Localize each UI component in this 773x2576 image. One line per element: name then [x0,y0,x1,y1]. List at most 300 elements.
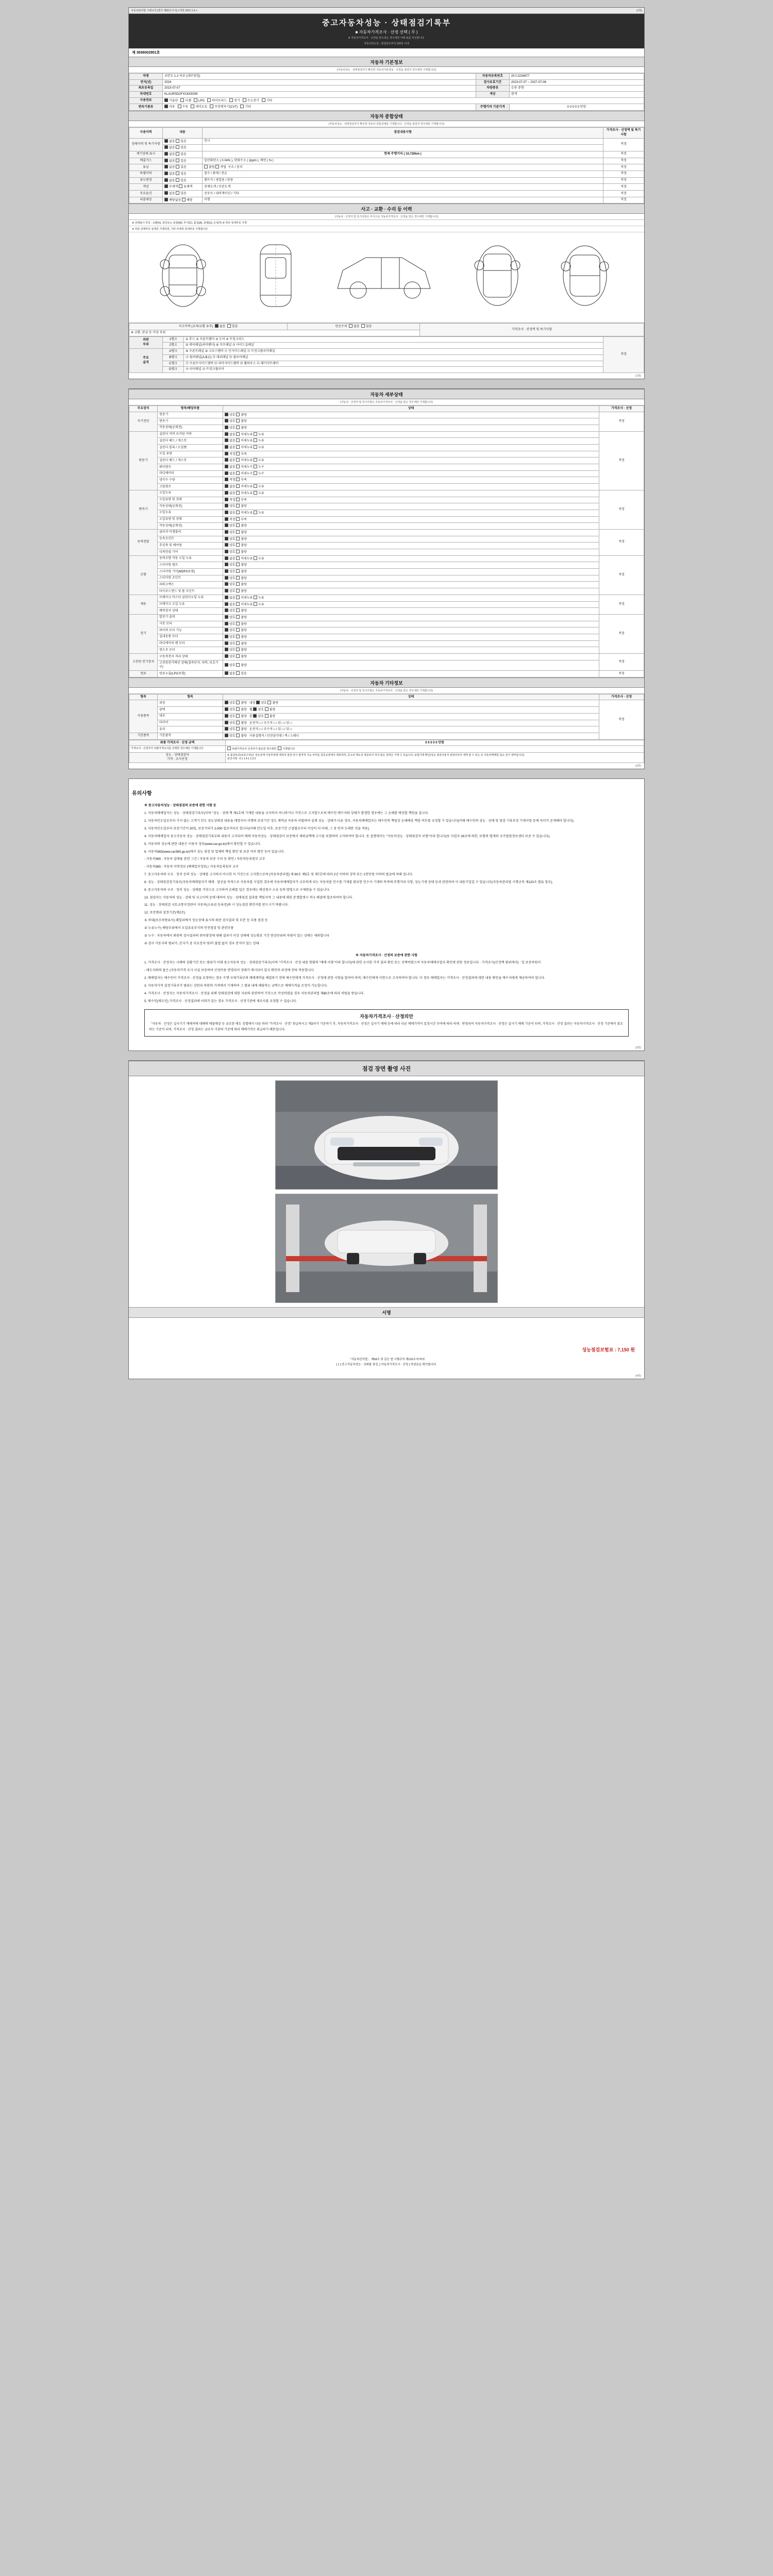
detail-part-6-0: 발전기 출력 [158,614,223,621]
detail-status-2-4 [223,516,599,523]
section-overall-note: (자동차성능 · 상태점검자가 확인한 자동차 종합상태를 기재합니다 · 산정을 점검자 경우에만 기재합니다) [129,121,644,127]
checkbox-d30a[interactable] [225,530,228,534]
car-view-rear [459,240,536,312]
lbl-o2a: 양호 [229,715,236,718]
checkbox-d16c[interactable] [254,471,257,475]
detail-status-1-7 [223,477,599,484]
checkbox-d45b[interactable] [236,589,240,592]
detail-part-2-4: 오일유량 및 상태 [158,516,223,523]
checkbox-o2d[interactable] [265,714,268,718]
checkbox-d14c[interactable] [254,458,257,462]
checkbox-d11c[interactable] [254,438,257,442]
section-accident-note: (자동차 · 산정자 및 특기사항은 부식으로 자동차가격조사 · 산정을 받은 경우에만 기재합니다) [129,214,644,220]
lbl-d18a: 없음 [229,485,236,489]
checkbox-d22a[interactable] [225,504,228,507]
checkbox-fuel-hydrogen[interactable] [243,98,246,102]
others-name-2: 내부 [158,713,223,720]
checkbox-d00a[interactable] [225,413,228,416]
checkbox-overall-5-a[interactable] [164,172,168,175]
detail-status-6-1 [223,621,599,628]
detail-status-1-4 [223,457,599,464]
basic-label-trans: 변속기종류 [129,104,163,111]
checkbox-d52b[interactable] [236,608,240,612]
checkbox-overall-3-b[interactable] [176,159,179,162]
fuel-label-6: 기타 [266,99,273,103]
checkbox-fuel-diesel[interactable] [180,98,184,102]
overall-opt-6a: 없음 [169,179,175,182]
checkbox-overall-8-a[interactable] [164,191,168,195]
checkbox-overall-5-b[interactable] [176,172,179,175]
guide-item-5: 6. 자동차365(www.car365.go.kr)에서 성능 점검 및 업체의 책임 확인 및 보증 여부 확인 등이 있습니다. [144,850,285,854]
detail-part-1-0: 실린더 커버 로커암 커버 [158,431,223,438]
document-number-label: 제 [132,51,136,55]
checkbox-d12a[interactable] [225,445,228,449]
checkbox-d01b[interactable] [236,419,240,422]
checkbox-d20b[interactable] [236,491,240,495]
checkbox-d20c[interactable] [254,491,257,495]
checkbox-d21a[interactable] [225,498,228,501]
detail-group-5: 제동 [129,595,158,614]
checkbox-simple-none[interactable] [349,324,352,328]
lbl-d22a: 양호 [229,505,236,509]
overall-opt-9a: 해당없음 [169,198,181,202]
checkbox-d24a[interactable] [225,517,228,521]
guide-item-0: 1. 자동차매매업자는 성능 · 상태점검기록부(이하 "성능 · 상태 책 제1호에 기재한 내용을 교지하지 아니하거나 거짓으로 고지할으로써 매수인 매수자와 상태가 발생한 경우에는 그 손해를 배상할 책임을 집니다. [144,811,429,816]
detail-part-4-5: 타이로드엔드 및 볼 조인트 [158,588,223,595]
checkbox-d51a[interactable] [225,602,228,606]
accident-detail-title: ※ 교환, 판금 등 이상 부위 [129,330,420,336]
overall-opt-2b: 있음 [180,152,187,156]
checkbox-overall-0-b[interactable] [176,139,179,143]
overall-cat-9: 리콜대상 [129,197,163,204]
accident-simple-label: 단순수리 없음 있음 [288,324,420,330]
frame-text-5: ⑲ 리어패널 ㉒ 트렁크플로어 [184,367,603,373]
detail-group-1: 원동기 [129,431,158,490]
checkbox-overall-1-b[interactable] [176,145,179,149]
overall-opt-3b: 있음 [180,159,187,163]
overall-val-9: 적정 [603,197,644,204]
guide-item-15: ② 누유누수) 해당부위에서 오일유류부식의 안전점검 및 관련부품 [144,926,234,930]
checkbox-d14a[interactable] [225,458,228,462]
checkbox-d64b[interactable] [236,641,240,645]
lbl-d18b: 미세누유 [241,485,253,489]
detail-status-8-0 [223,671,599,677]
overall-opts-4 [163,164,203,171]
checkbox-d12b[interactable] [236,445,240,449]
basic-label-1b: 검사유효기간 [476,79,509,86]
detail-status-6-4 [223,640,599,647]
checkbox-o0b[interactable] [236,701,240,704]
checkbox-d51b[interactable] [236,602,240,606]
checkbox-d40c[interactable] [254,556,257,560]
checkbox-d13b[interactable] [236,452,240,455]
checkbox-d18c[interactable] [254,484,257,488]
lbl-d18c: 누유 [258,485,264,489]
checkbox-d70a[interactable] [225,654,228,658]
checkbox-o5b[interactable] [236,734,240,737]
checkbox-fuel-hybrid[interactable] [207,98,211,102]
overall-cat-6: 용도변경 [129,177,163,184]
overall-opts-9 [163,197,203,204]
checkbox-overall-0-a[interactable] [164,139,168,143]
detail-part-5-2: 배력장치 상태 [158,608,223,615]
checkbox-d25b[interactable] [236,523,240,527]
checkbox-d42b[interactable] [236,569,240,573]
checkbox-d70b[interactable] [236,654,240,658]
detail-status-1-6 [223,470,599,477]
checkbox-trans-manual[interactable] [178,105,181,108]
document-header [129,14,644,48]
checkbox-d32a[interactable] [225,543,228,547]
checkbox-overall-4-a[interactable] [164,165,168,168]
document-subtitle: ■ 자동차가격조사 · 산정 선택 ( 무 ) [355,30,418,35]
trans-label-3: 무단변속기(CVT) [214,106,238,109]
checkbox-o1c[interactable] [253,707,257,711]
checkbox-fuel-etc[interactable] [262,98,265,102]
document-title: 중고자동차성능 · 상태점검기록부 [322,19,451,27]
checkbox-trans-semiauto[interactable] [191,105,194,108]
checkbox-d13a[interactable] [225,452,228,455]
checkbox-d15c[interactable] [254,465,257,468]
detail-status-4-0 [223,555,599,562]
checkbox-d23b[interactable] [236,511,240,514]
checkbox-d17a[interactable] [225,478,228,481]
lbl-d10a: 없음 [229,433,236,436]
checkbox-d12c[interactable] [254,445,257,449]
others-status-1 [223,707,599,714]
checkbox-d80a[interactable] [225,671,228,675]
checkbox-d71b[interactable] [236,663,240,667]
document-header-note-2: 자동차인도일 : 점검일로부터 120일 이내 [364,42,409,45]
checkbox-d02b[interactable] [236,426,240,429]
frame-text-3: ⑬ 필러패널(A,B,C) ⑮ 대쉬패널 ⑯ 플로어패널 [184,354,603,361]
lbl-d14b: 미세누유 [241,459,253,463]
checkbox-d10b[interactable] [236,432,240,436]
checkbox-o0c[interactable] [256,701,260,704]
others-status-3 [223,720,599,726]
guide-item-14: ① 차대(보조차량유사) 패밀리에서 성능상태 표시의 외판 검사결과 및 부분 등 부품 점검 등 [144,919,268,923]
checkbox-d60b[interactable] [236,615,240,619]
checkbox-o1b[interactable] [236,707,240,711]
checkbox-overall-4-b[interactable] [176,165,179,168]
lbl-d32b: 불량 [241,544,247,548]
checkbox-d61b[interactable] [236,622,240,625]
checkbox-d15b[interactable] [236,465,240,468]
overall-note-3: 일산화탄소 ( 0.04% ), 탄화수소 ( 2ppm ), 매연 ( % ) [203,158,603,164]
form-legal-ref: 자동차관리법 시행규칙 [별지 제82호서식] <개정 2021.1.6.> [131,9,197,12]
section-detail-note: (자동차 · 산정자 및 특기사항은 자동차가격조사 · 산정을 받은 경우에만 기재합니다) [129,399,644,405]
detail-status-2-0 [223,490,599,497]
lbl-d52b: 불량 [241,609,247,613]
checkbox-o1a[interactable] [225,707,228,711]
checkbox-d30b[interactable] [236,530,240,534]
checkbox-overall-8-b[interactable] [176,191,179,195]
overall-val-7: 적정 [603,184,644,191]
checkbox-d50c[interactable] [254,596,257,599]
checkbox-overall-7-b[interactable] [179,184,182,188]
checkbox-d43b[interactable] [236,576,240,580]
overall-opt-4a: 없음 [169,166,175,170]
lbl-d71a: 양호 [229,664,236,667]
checkbox-d71a[interactable] [225,663,228,667]
fuel-label-4: 전기 [234,99,240,103]
lbl-d40a: 없음 [229,557,236,561]
section-overall-title: 자동차 종합상태 [129,111,644,121]
detail-val-1: 적정 [599,431,644,490]
sheet-2 [128,388,645,769]
checkbox-d24b[interactable] [236,517,240,521]
checkbox-d62a[interactable] [225,628,228,632]
checkbox-d00b[interactable] [236,413,240,416]
overall-opt-5b: 있음 [180,172,187,176]
checkbox-overall-1-a[interactable] [164,145,168,149]
detail-part-6-1: 시동 모터 [158,621,223,628]
overall-opt-8b: 있음 [180,192,187,195]
checkbox-d11b[interactable] [236,438,240,442]
checkbox-overall-9-b[interactable] [182,198,186,201]
checkbox-overall-7-a[interactable] [164,184,168,188]
checkbox-d32b[interactable] [236,543,240,547]
checkbox-d23c[interactable] [254,511,257,514]
checkbox-overall-6-b[interactable] [176,178,179,182]
others-name-5-label: 기본품목 [129,733,158,739]
signature-area[interactable] [129,1318,644,1344]
checkbox-d22b[interactable] [236,504,240,507]
checkbox-o2b[interactable] [236,714,240,718]
lbl-d71b: 불량 [241,664,247,667]
checkbox-d65a[interactable] [225,648,228,651]
checkbox-trans-cvt[interactable] [210,105,213,108]
checkbox-overall-9-a[interactable] [164,198,168,201]
checkbox-price-opt-a[interactable] [227,747,231,750]
checkbox-d40b[interactable] [236,556,240,560]
lbl-d40c: 누유 [258,557,264,561]
guide-guarantee-1: - 매도자와의 물은 (자동차가격 조사 사실 보증하여 산정비용 변경되어 상태가 제시되어 있지 확인하 과정에 전혀 적용합니다 [144,969,314,973]
checkbox-overall-4-d[interactable] [215,165,219,168]
others-header-2: 가격조사 · 산정 [599,694,644,700]
detail-part-3-2: 추진축 및 베어링 [158,543,223,549]
lbl-d50a: 없음 [229,596,236,600]
lbl-d62a: 양호 [229,629,236,633]
checkbox-d18a[interactable] [225,484,228,488]
overall-opts-7 [163,184,203,191]
checkbox-d50a[interactable] [225,596,228,599]
frame-rank-5: D랭크 [163,367,184,373]
overall-header-1: 내용 [163,128,203,138]
accident-exchange-text: 사고이력 (교차/교환 유무) [178,325,213,329]
checkbox-d44b[interactable] [236,582,240,586]
detail-val-4: 적정 [599,555,644,595]
checkbox-d33a[interactable] [225,550,228,553]
checkbox-o3b[interactable] [236,721,240,724]
checkbox-d43a[interactable] [225,576,228,580]
checkbox-d10c[interactable] [254,432,257,436]
detail-status-3-1 [223,536,599,543]
checkbox-d62b[interactable] [236,628,240,632]
lbl-o3a: 양호 [229,721,236,725]
checkbox-d15a[interactable] [225,465,228,468]
checkbox-overall-4-c[interactable] [204,165,208,168]
overall-opts-1 [163,145,203,151]
frame-rank-4: C랭크 [163,361,184,367]
fuel-label-2: LPG [198,99,205,103]
checkbox-o3a[interactable] [225,721,228,724]
detail-val-5: 적정 [599,595,644,614]
basic-value-stdmileage: 0 0 0 0 0 만원 [509,104,644,111]
lbl-d64a: 양호 [229,642,236,646]
guide-item-10: 9. 중고자동차의 구조 · 장치 성능 · 상태를 거짓으로 고지하여 손해를 입은 경우에는 배상청구 소송 등의 방법으로 구제받을 수 있습니다. [144,888,330,892]
lbl-d24b: 부족 [241,518,247,521]
checkbox-d31a[interactable] [225,537,228,540]
basic-value-1b: 2023-07-07 ~ 2027-07-06 [509,79,644,86]
lbl-d63a: 양호 [229,635,236,639]
checkbox-d25a[interactable] [225,523,228,527]
lbl-d25a: 양호 [229,524,236,528]
checkbox-d31b[interactable] [236,537,240,540]
others-side-label: 사용품목 [129,700,158,733]
checkbox-overall-2-a[interactable] [164,152,168,156]
checkbox-d63a[interactable] [225,635,228,638]
lbl-price-opt-b: 기재합니다 [282,748,295,751]
checkbox-d52a[interactable] [225,608,228,612]
checkbox-d18b[interactable] [236,484,240,488]
frame-group-outer: 외판 부위 [129,336,163,348]
checkbox-d45a[interactable] [225,589,228,592]
checkbox-fuel-electric[interactable] [229,98,233,102]
checkbox-overall-2-b[interactable] [176,152,179,156]
checkbox-o2c[interactable] [253,714,257,718]
checkbox-d42a[interactable] [225,569,228,573]
checkbox-accident-none[interactable] [215,324,219,328]
lbl-d02b: 불량 [241,426,247,430]
checkbox-fuel-lpg[interactable] [194,98,197,102]
checkbox-d41a[interactable] [225,563,228,566]
guide-guarantee-2: 2. 매매업자는 매수인이 가격조사 · 산정을 요청하는 경우 수행 국제기록부의 매매계약을 체결하기 전에 매수인에게 가격조사 · 산정에 관한 사항을 알려야 하며, 매수인에게 서면으로 고지하여야 합니다. 이 경우 매매업자는 가격조사 · 산정결과에 대한 내용 확인을 매수자에게 제공하여야 합니다. [144,976,545,980]
overall-val-3: 적정 [603,158,644,164]
checkbox-d64a[interactable] [225,641,228,645]
checkbox-d20a[interactable] [225,491,228,495]
checkbox-d11a[interactable] [225,438,228,442]
others-name-3: 타이어 [158,720,223,726]
lbl-d16c: 누수 [258,472,264,476]
checkbox-d23a[interactable] [225,511,228,514]
checkbox-accident-yes[interactable] [227,324,231,328]
car-view-front [546,240,624,312]
detail-val-6: 적정 [599,614,644,653]
checkbox-d41b[interactable] [236,563,240,566]
detail-status-3-0 [223,529,599,536]
detail-part-8-0: 연료누출(LPG포함) [158,671,223,677]
detail-part-1-1: 실린더 헤드 / 개스킷 [158,438,223,445]
guide-item-6: - 자동차365 : 자동차 실매물 관련 그간 / 자동차 보증 수리 등 확인 / 자동차등록원부 교부 [144,857,265,861]
checkbox-fuel-gasoline[interactable] [164,98,168,102]
checkbox-overall-3-a[interactable] [164,159,168,162]
checkbox-o5a[interactable] [225,734,228,737]
checkbox-d50b[interactable] [236,596,240,599]
detail-part-5-1: 브레이크 오일 누유 [158,601,223,608]
frame-rank-1: 2랭크 [163,343,184,349]
checkbox-d16a[interactable] [225,471,228,475]
section-others-note: (자동차 · 산정자 및 특기사항은 자동차가격조사 · 산정을 받은 경우에만 기재합니다) [129,688,644,694]
overall-mileage: 현재 주행거리 ( 10,720km ) [203,151,603,158]
checkbox-d33b[interactable] [236,550,240,553]
basic-label-fuel: 사용연료 [129,97,163,104]
checkbox-overall-6-a[interactable] [164,178,168,182]
detail-table [129,405,644,677]
guide-title: 유의사항 [132,791,152,797]
checkbox-simple-yes[interactable] [361,324,365,328]
lbl-o0c: 양호 [261,702,267,705]
section-photos-title: 점검 장면 촬영 사진 [129,1061,644,1076]
basic-label-3: 차대번호 [129,92,163,98]
detail-val-3: 적정 [599,529,644,555]
checkbox-d21b[interactable] [236,498,240,501]
lbl-d16a: 없음 [229,472,236,476]
lbl-d20c: 누유 [258,492,264,495]
checkbox-d02a[interactable] [225,426,228,429]
detail-status-4-3 [223,575,599,582]
overall-note-5: 침수 / 화재 / 전손 [203,171,603,177]
basic-info-table [129,73,644,111]
detail-part-2-2: 작동상태(공회전) [158,503,223,510]
checkbox-d16b[interactable] [236,471,240,475]
detail-status-1-2 [223,445,599,451]
detail-status-0-0 [223,412,599,418]
checkbox-o1d[interactable] [265,707,268,711]
checkbox-o2a[interactable] [225,714,228,718]
basic-trans-options [163,104,476,111]
lbl-d31b: 불량 [241,537,247,541]
checkbox-d80b[interactable] [236,671,240,675]
others-status-2 [223,713,599,720]
checkbox-d61a[interactable] [225,622,228,625]
guide-item-8: 7. 중고자동차의 구조 · 장치 등의 성능 · 상태를 고지하지 아니한 자 거짓으로 고지함으로써 [자동차관리법] 제 80조 제5호 및 제7호에 따라 2년 이하의 징역 또는 2천만원 이하의 벌금에 처해 집니다. [144,873,413,877]
checkbox-d51c[interactable] [254,602,257,606]
document-header-note-1: ※ 자동차가격조사 · 산정을 받으려는 경우에만 아래 표를 작성합니다. [348,37,425,40]
checkbox-o0d[interactable] [267,701,271,704]
checkbox-d63b[interactable] [236,635,240,638]
checkbox-d17b[interactable] [236,478,240,481]
frame-text-1: ⑤ 쿼터패널(리어펜더) ⑥ 루프패널 ⑦ 사이드실패널 [184,343,603,349]
checkbox-trans-etc[interactable] [240,105,244,108]
checkbox-o4a[interactable] [225,727,228,731]
checkbox-d60a[interactable] [225,615,228,619]
checkbox-d14b[interactable] [236,458,240,462]
checkbox-o4b[interactable] [236,727,240,731]
checkbox-price-opt-b[interactable] [278,747,281,750]
checkbox-d65b[interactable] [236,648,240,651]
lbl-d21b: 부족 [241,498,247,502]
checkbox-trans-auto[interactable] [164,105,168,108]
checkbox-o0a[interactable] [225,701,228,704]
guide-guarantee-title: ※ 자동차가격조사 · 산정의 보증에 관한 사항 [355,953,417,957]
checkbox-d10a[interactable] [225,432,228,436]
overall-cat-3: 배출가스 [129,158,163,164]
accident-simple-text: 단순수리 [335,325,347,329]
checkbox-d01a[interactable] [225,419,228,422]
lbl-d15c: 누수 [258,466,264,469]
detail-part-5-0: 브레이크 마스터 실린더오일 누유 [158,595,223,601]
checkbox-d40a[interactable] [225,556,228,560]
lbl-d80a: 없음 [229,672,236,676]
inspection-fee [129,1344,644,1355]
overall-opts-6 [163,177,203,184]
lbl-o4b: 불량 [241,728,247,732]
basic-label-2: 최초등록일 [129,86,163,92]
lbl-d44b: 불량 [241,583,247,587]
lbl-d02a: 양호 [229,426,236,430]
checkbox-d44a[interactable] [225,582,228,586]
